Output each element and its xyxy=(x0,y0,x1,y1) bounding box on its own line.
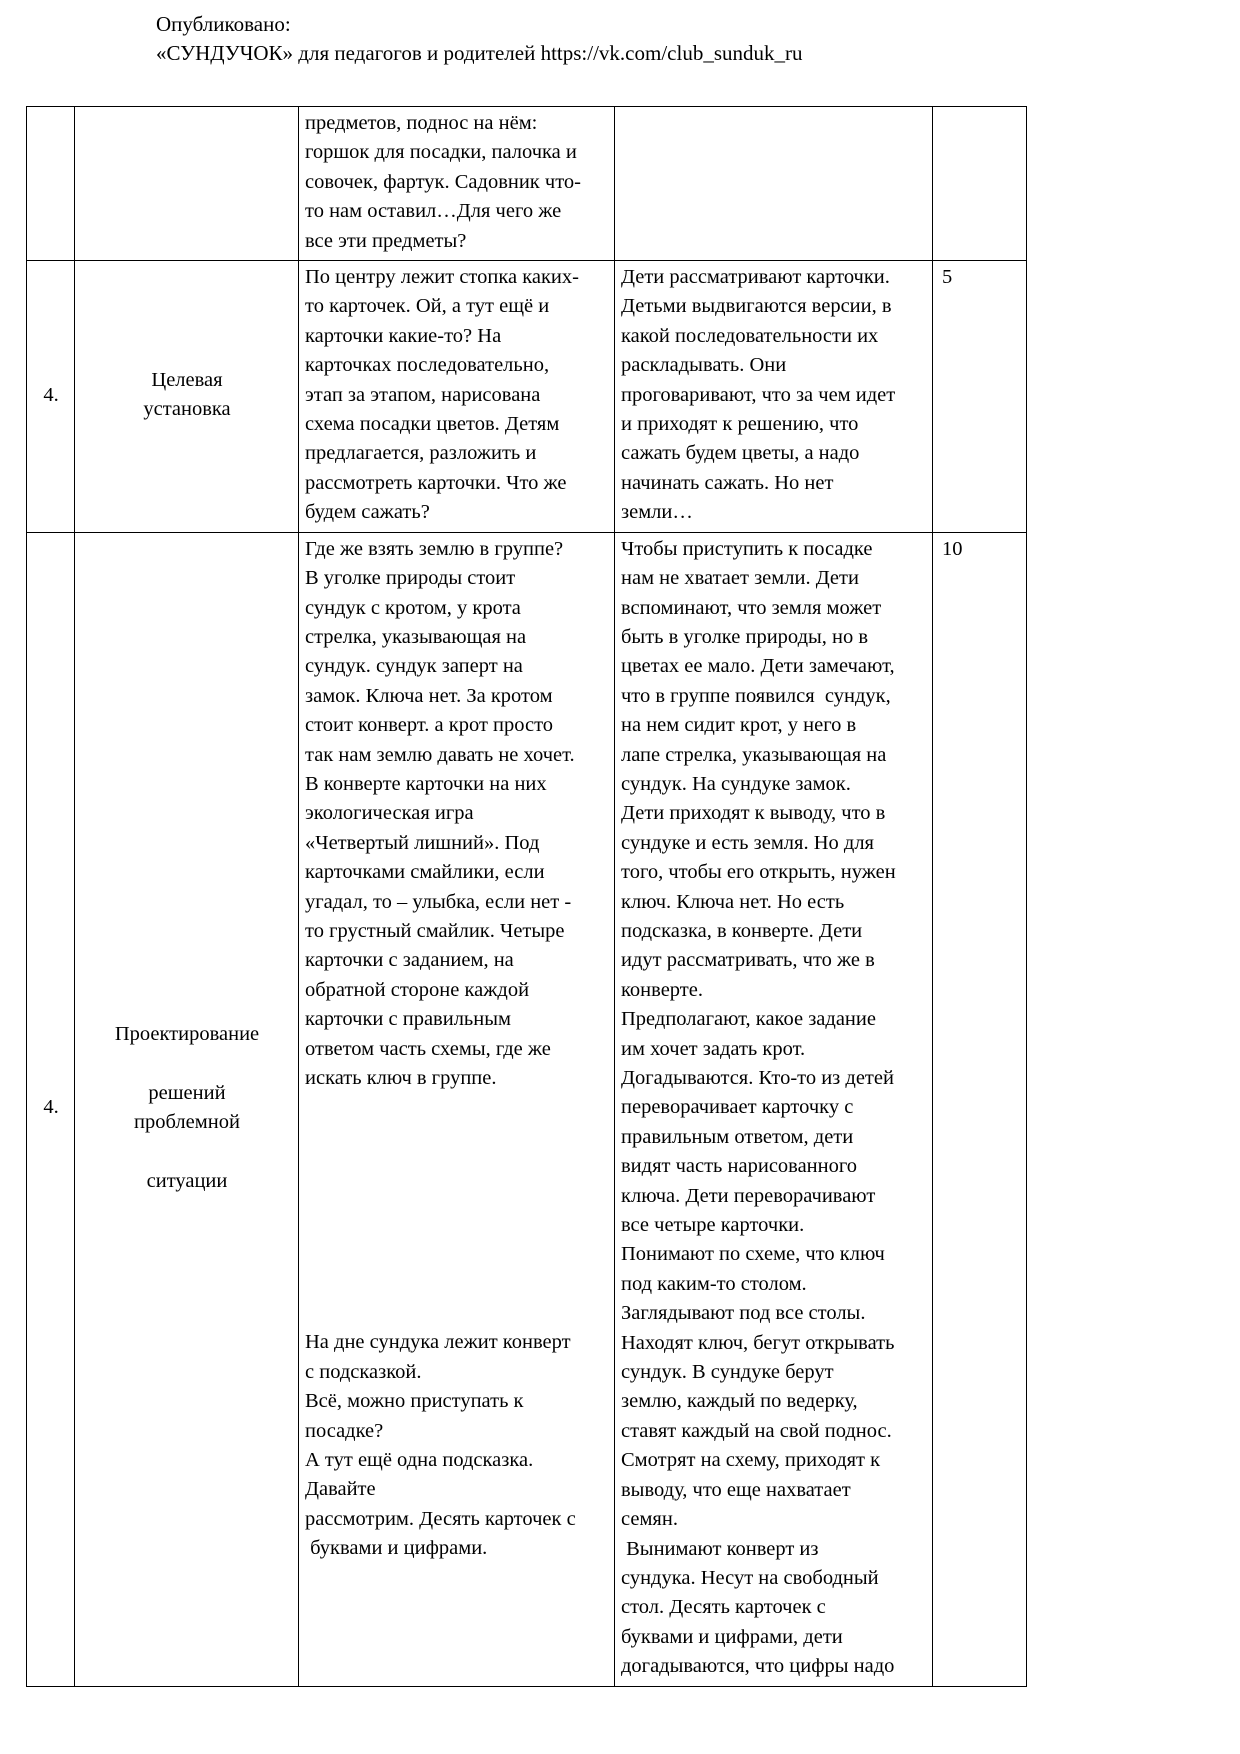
activity-line: карточками смайлики, если xyxy=(305,861,545,884)
activity-line: схема посадки цветов. Детям xyxy=(305,413,560,436)
stage-line: решений xyxy=(148,1081,226,1104)
result-line: все четыре карточки. xyxy=(621,1214,805,1237)
activity-line: По центру лежит стопка каких- xyxy=(305,266,579,289)
result-line: сундук. На сундуке замок. xyxy=(621,772,851,795)
cell-teacher-activity xyxy=(299,107,615,261)
activity-line: искать ключ в группе. xyxy=(305,1067,497,1089)
activity-line: буквами и цифрами. xyxy=(305,1537,488,1560)
result-line: идут рассматривать, что же в xyxy=(621,949,875,972)
activity-line: карточки с заданием, на xyxy=(305,949,514,972)
result-line: ставят каждый на свой поднос. xyxy=(621,1419,892,1442)
table-row xyxy=(27,261,1027,533)
result-line: проговаривают, что за чем идет xyxy=(621,383,896,406)
stage-line: Проектирование xyxy=(114,1023,260,1046)
activity-line: карточках последовательно, xyxy=(305,354,550,377)
result-line: им хочет задать крот. xyxy=(621,1037,806,1060)
activity-line: этап за этапом, нарисована xyxy=(305,383,541,406)
cell-stage-name xyxy=(75,532,299,1686)
lesson-plan-table xyxy=(26,106,1027,1687)
header-line-published: Опубликовано: xyxy=(156,12,291,36)
cell-stage-name xyxy=(75,107,299,261)
result-line: видят часть нарисованного xyxy=(621,1155,858,1178)
activity-line: так нам землю давать не хочет. xyxy=(305,743,575,766)
result-line: догадываются, что цифры надо xyxy=(621,1655,895,1678)
activity-line: рассмотрим. Десять карточек с xyxy=(305,1507,576,1530)
result-line: вспоминают, что земля может xyxy=(621,596,882,619)
result-line: Заглядывают под все столы. xyxy=(621,1302,866,1325)
result-line: какой последовательности их xyxy=(621,324,879,347)
result-line: семян. xyxy=(621,1508,678,1531)
activity-line: Всё, можно приступать к xyxy=(305,1390,524,1413)
activity-line: Давайте xyxy=(305,1478,376,1501)
activity-line: все эти предметы? xyxy=(305,229,467,252)
activity-line: обратной стороне каждой xyxy=(305,978,530,1001)
result-line: земли… xyxy=(621,501,693,524)
result-line: того, чтобы его открыть, нужен xyxy=(621,861,896,884)
activity-line: Где же взять землю в группе? xyxy=(305,537,564,560)
header-line-source: «СУНДУЧОК» для педагогов и родителей https://vk.com/club_sunduk_ru xyxy=(156,41,803,65)
activity-line: горшок для посадки, палочка и xyxy=(305,141,577,164)
result-line: Вынимают конверт из xyxy=(621,1537,819,1560)
activity-line: В конверте карточки на них xyxy=(305,772,547,795)
activity-line: карточки с правильным xyxy=(305,1008,511,1031)
stage-line: установка xyxy=(143,398,231,421)
result-line: переворачивает карточку с xyxy=(621,1096,854,1119)
stage-line: Целевая xyxy=(151,368,223,391)
stage-line: ситуации xyxy=(146,1169,228,1192)
table-row xyxy=(27,532,1027,1686)
result-line: сундука. Несут на свободный xyxy=(621,1566,879,1589)
activity-line: «Четвертый лишний». Под xyxy=(305,831,540,854)
activity-gap xyxy=(305,1093,609,1328)
cell-duration xyxy=(933,107,1027,261)
result-line: выводу, что еще нахватает xyxy=(621,1478,851,1501)
activity-line: угадал, то – улыбка, если нет - xyxy=(305,890,572,913)
result-line: Чтобы приступить к посадке xyxy=(621,537,873,560)
result-line: быть в уголке природы, но в xyxy=(621,625,869,648)
result-line: сундуке и есть земля. Но для xyxy=(621,831,874,854)
activity-line: совочек, фартук. Садовник что- xyxy=(305,170,581,193)
result-line: Понимают по схеме, что ключ xyxy=(621,1243,885,1266)
result-line: Предполагают, какое задание xyxy=(621,1008,876,1031)
cell-stage-name xyxy=(75,261,299,533)
activity-line: то нам оставил…Для чего же xyxy=(305,200,562,223)
activity-line: сундук. сундук заперт на xyxy=(305,655,523,678)
activity-line: посадке? xyxy=(305,1419,384,1442)
result-line: землю, каждый по ведерку, xyxy=(621,1390,858,1413)
cell-children-result xyxy=(615,532,933,1686)
result-line: под каким-то столом. xyxy=(621,1272,807,1295)
result-line: Находят ключ, бегут открывать xyxy=(621,1331,895,1354)
result-line: Догадываются. Кто-то из детей xyxy=(621,1067,894,1089)
stage-spacer xyxy=(81,1050,293,1079)
result-line: нам не хватает земли. Дети xyxy=(621,567,859,590)
activity-line: На дне сундука лежит конверт xyxy=(305,1331,571,1354)
result-line: лапе стрелка, указывающая на xyxy=(621,743,887,766)
result-line: ключ. Ключа нет. Но есть xyxy=(621,890,845,913)
cell-duration: 10 xyxy=(933,532,1027,1686)
activity-line: сундук с кротом, у крота xyxy=(305,596,521,619)
result-line: сажать будем цветы, а надо xyxy=(621,442,860,465)
publication-header xyxy=(156,10,803,68)
cell-teacher-activity xyxy=(299,261,615,533)
activity-line: предметов, поднос на нём: xyxy=(305,112,538,134)
cell-teacher-activity xyxy=(299,532,615,1686)
activity-line: рассмотреть карточки. Что же xyxy=(305,471,567,494)
cell-children-result xyxy=(615,107,933,261)
result-line: ключа. Дети переворачивают xyxy=(621,1184,876,1207)
result-line: правильным ответом, дети xyxy=(621,1125,854,1148)
activity-line: ответом часть схемы, где же xyxy=(305,1037,551,1060)
stage-spacer xyxy=(81,1138,293,1167)
activity-line: предлагается, разложить и xyxy=(305,442,537,465)
cell-children-result xyxy=(615,261,933,533)
activity-line: замок. Ключа нет. За кротом xyxy=(305,684,553,707)
result-line: конверте. xyxy=(621,978,703,1001)
activity-line: стоит конверт. а крот просто xyxy=(305,714,554,737)
result-line: стол. Десять карточек с xyxy=(621,1596,826,1619)
cell-duration: 5 xyxy=(933,261,1027,533)
stage-line: проблемной xyxy=(134,1111,240,1134)
cell-row-number xyxy=(27,107,75,261)
activity-line: В уголке природы стоит xyxy=(305,567,516,590)
result-line: Дети рассматривают карточки. xyxy=(621,266,890,289)
activity-line: карточки какие-то? На xyxy=(305,324,502,347)
result-line: Дети приходят к выводу, что в xyxy=(621,802,886,825)
result-line: раскладывать. Они xyxy=(621,354,787,377)
result-line: начинать сажать. Но нет xyxy=(621,471,834,494)
activity-line: то карточек. Ой, а тут ещё и xyxy=(305,295,550,318)
activity-line: стрелка, указывающая на xyxy=(305,625,527,648)
result-line: буквами и цифрами, дети xyxy=(621,1625,843,1648)
result-line: цветах ее мало. Дети замечают, xyxy=(621,655,895,678)
result-line: на нем сидит крот, у него в xyxy=(621,714,857,737)
result-line: сундук. В сундуке берут xyxy=(621,1361,834,1384)
activity-line: то грустный смайлик. Четыре xyxy=(305,919,565,942)
table-row xyxy=(27,107,1027,261)
result-line: что в группе появился сундук, xyxy=(621,684,891,707)
result-line: Детьми выдвигаются версии, в xyxy=(621,295,892,318)
activity-line: А тут ещё одна подсказка. xyxy=(305,1449,534,1472)
activity-line: с подсказкой. xyxy=(305,1360,422,1383)
result-line: Смотрят на схему, приходят к xyxy=(621,1449,881,1472)
activity-line: экологическая игра xyxy=(305,802,474,825)
result-line: и приходят к решению, что xyxy=(621,413,859,436)
activity-line: будем сажать? xyxy=(305,501,430,524)
cell-row-number: 4. xyxy=(27,261,75,533)
result-line: подсказка, в конверте. Дети xyxy=(621,919,863,942)
cell-row-number: 4. xyxy=(27,532,75,1686)
